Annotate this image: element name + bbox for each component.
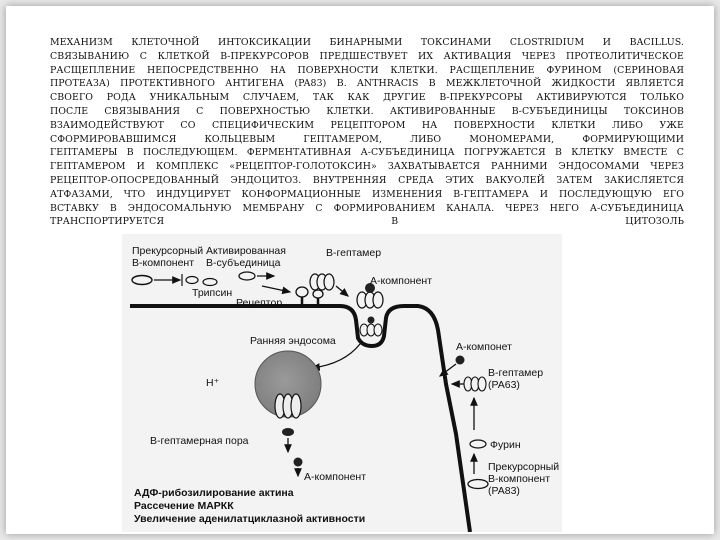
paragraph-line: СФОРМИРОВАВШИМСЯ КОЛЬЦЕВЫМ ГЕПТАМЕРОМ, ЛИБО МОНОМЕРАМИ, ФОРМИРУЮЩИМИ xyxy=(50,133,684,145)
effect-item: Рассечение МАРКК xyxy=(134,500,234,512)
precursor-pa83-shape xyxy=(468,480,488,489)
a-component-shape xyxy=(294,458,303,467)
arrow-icon xyxy=(336,286,348,296)
label-precursor-b: В-компонент xyxy=(132,257,195,269)
label-a-component: А-компонент xyxy=(370,275,433,287)
toxin-mechanism-figure xyxy=(122,234,562,532)
label-a-component-right: А-компонет xyxy=(456,341,512,353)
label-precursor-right: (PA83) xyxy=(488,485,520,497)
paragraph-line: МЕХАНИЗМ КЛЕТОЧНОЙ ИНТОКСИКАЦИИ БИНАРНЫМИ ТОКСИНАМИ CLOSTRIDIUM И BACILLUS. xyxy=(50,37,684,48)
b-heptamer-pa63-shape xyxy=(464,377,486,391)
label-a-component-bottom: А-компонент xyxy=(304,471,367,483)
paragraph-line: ГЕПТАМЕРОМ И КОМПЛЕКС «РЕЦЕПТОР-ГОЛОТОКСИН» ЗАХВАТЫВАЕТСЯ РАННИМИ ЭНДОСОМАМИ ЧЕРЕЗ xyxy=(50,161,684,173)
paragraph-line: ГЕПТАМЕРЫ В ПОСЛЕДУЮЩЕМ. ФЕРМЕНТАТИВНАЯ А-СУБЪЕДИНИЦА ПОГРУЖАЕТСЯ В КЛЕТКУ ВМЕСТЕ С xyxy=(50,147,684,159)
label-early-endosome: Ранняя эндосома xyxy=(250,335,336,347)
receptor-shape xyxy=(296,287,308,297)
label-precursor-right: Прекурсорный xyxy=(488,461,560,473)
paragraph-line: ПРОТЕАЗА) ПРОТЕКТИВНОГО АНТИГЕНА (PA83) B. ANTHRACIS В МЕЖКЛЕТОЧНОЙ ЖИДКОСТИ ЯВЛЯЕТСЯ xyxy=(50,78,684,90)
label-h-plus: H⁺ xyxy=(206,377,220,389)
b-heptamer-shape xyxy=(310,274,334,290)
description-paragraph xyxy=(50,36,684,229)
label-heptamer-pore: В-гептамерная пора xyxy=(150,435,249,447)
label-trypsin: Трипсин xyxy=(192,287,233,299)
label-b-heptamer-right: (PA63) xyxy=(488,379,520,391)
arrow-icon xyxy=(262,286,290,292)
paragraph-line: СВОЕГО РОДА УНИКАЛЬНЫМ СЛУЧАЕМ, ТАК КАК ДРУГИЕ В-ПРЕКУРСОРЫ АКТИВИРУЮТСЯ ТОЛЬКО xyxy=(50,92,684,104)
mechanism-diagram xyxy=(122,234,562,532)
label-b-heptamer-right: В-гептамер xyxy=(488,367,544,379)
activated-b-subunit-shape xyxy=(239,272,255,280)
label-precursor-b: Прекурсорный xyxy=(132,245,204,257)
label-precursor-right: В-компонент xyxy=(488,473,551,485)
paragraph-line: ВЗАИМОДЕЙСТВУЮТ СО СПЕЦИФИЧЕСКИМ РЕЦЕПТОРОМ НА ПОВЕРХНОСТИ КЛЕТКИ ЛИБО УЖЕ xyxy=(50,119,684,131)
paragraph-line: АТФАЗАМИ, ЧТО ИНДУЦИРУЕТ КОНФОРМАЦИОННЫЕ ИЗМЕНЕНИЯ В-ГЕПТАМЕРА И ПОСЛЕДУЮЩУЮ ЕГО xyxy=(50,188,684,200)
paragraph-line: РЕЦЕПТОР-ОПОСРЕДОВАННЫЙ ЭНДОЦИТОЗ. ВНУТРЕННЯЯ СРЕДА ЭТИХ ВАКУОЛЕЙ ЗАТЕМ ЗАКИСЛЯЕТСЯ xyxy=(50,174,684,186)
heptamer-pore-shape xyxy=(275,394,301,418)
paragraph-line: ТРАНСПОРТИРУЕТСЯ В ЦИТОЗОЛЬ xyxy=(50,216,684,228)
label-activated-subunit: В-субъединица xyxy=(206,257,281,269)
paragraph-line: ВСТАВКУ В ЭНДОСОМАЛЬНУЮ МЕМБРАНУ С ФОРМИРОВАНИЕМ КАНАЛА. ЧЕРЕЗ НЕГО А-СУБЪЕДИНИЦА xyxy=(50,202,684,214)
label-activated-subunit: Активированная xyxy=(206,245,286,257)
label-furin: Фурин xyxy=(490,439,521,451)
label-b-heptamer: В-гептамер xyxy=(326,247,382,259)
paragraph-line: ПОСЛЕ СВЯЗЫВАНИЯ С ПОВЕРХНОСТЬЮ КЛЕТКИ. АКТИВИРОВАННЫЕ В-СУБЪЕДИНИЦЫ ТОКСИНОВ xyxy=(50,105,684,117)
slide xyxy=(6,6,714,534)
paragraph-line: РАСЩЕПЛЕНИЕ НЕПОСРЕДСТВЕННО НА ПОВЕРХНОСТИ КЛЕТКИ. РАСЩЕПЛЕНИЕ ФУРИНОМ (СЕРИНОВАЯ xyxy=(50,64,684,76)
effect-item: Увеличение аденилатциклазной активности xyxy=(134,513,366,525)
precursor-b-component-shape xyxy=(132,276,152,285)
paragraph-line: СВЯЗЫВАНИЮ С КЛЕТКОЙ В-ПРЕКУРСОРОВ ПРЕДШЕСТВУЕТ ИХ АКТИВАЦИЯ ЧЕРЕЗ ПРОТЕОЛИТИЧЕСКОЕ xyxy=(50,50,684,62)
arrow-icon xyxy=(312,344,360,368)
effect-item: АДФ-рибозилирование актина xyxy=(134,487,294,499)
label-receptor: Рецептор xyxy=(236,297,283,309)
